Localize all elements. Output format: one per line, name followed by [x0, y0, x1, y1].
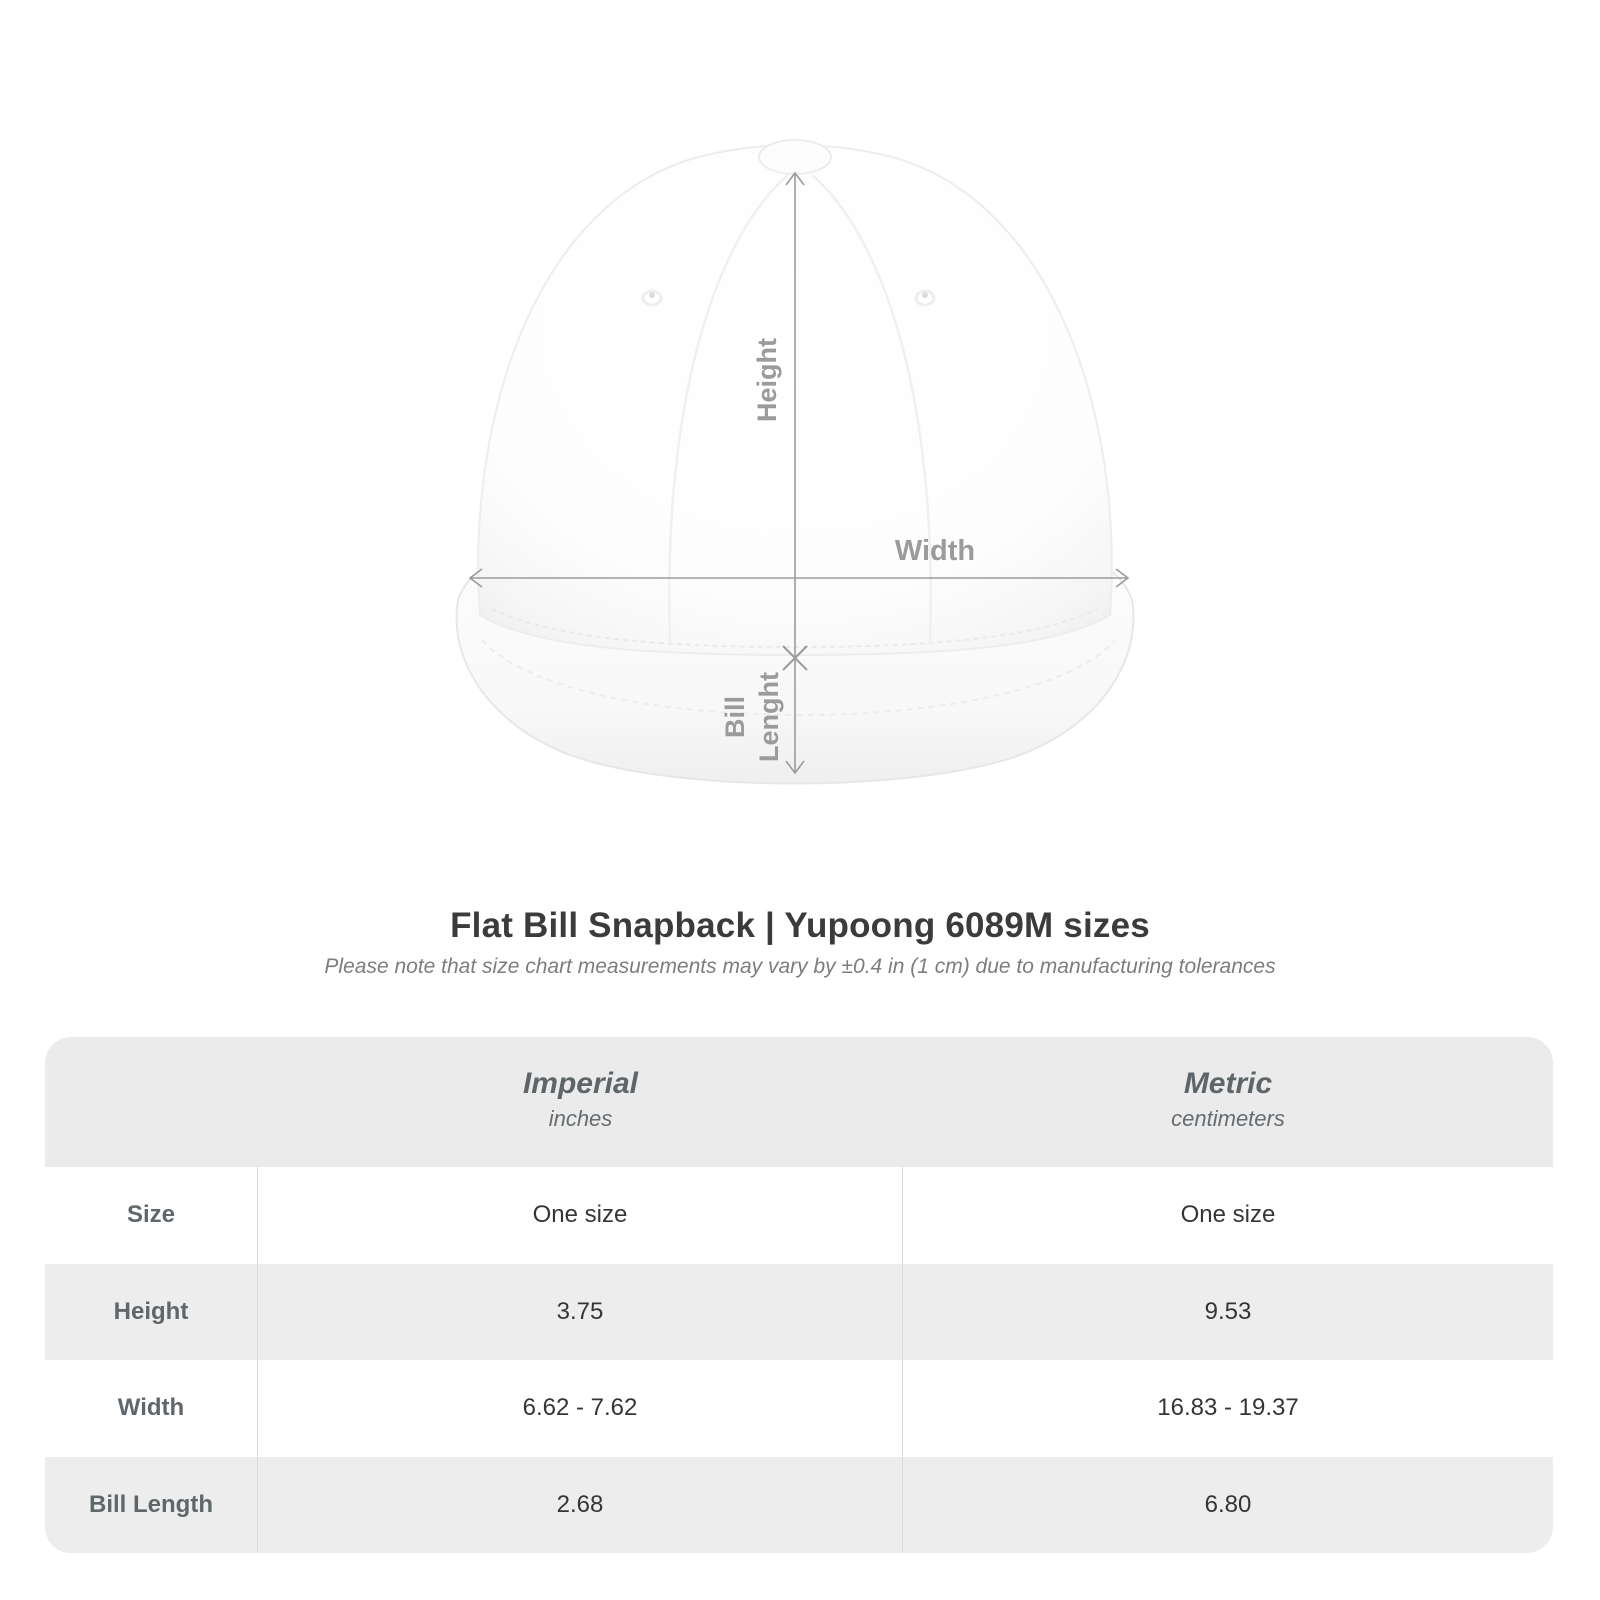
table-row-size [45, 1167, 1553, 1264]
imperial-column-header [258, 1067, 903, 1132]
table-header [45, 1037, 1553, 1167]
width-measure-label: Width [894, 535, 976, 567]
imperial-label: Imperial [522, 1067, 639, 1100]
tolerance-note: Please note that size chart measurements may vary by ±0.4 in (1 cm) due to manufacturing tolerances [324, 955, 1276, 978]
row-label: Size [45, 1167, 258, 1264]
hat-illustration [420, 95, 1180, 805]
imperial-value: 2.68 [258, 1457, 903, 1554]
bill-length-measure-label-line2: Lenght [754, 672, 784, 762]
size-table [45, 1037, 1553, 1553]
metric-value: 16.83 - 19.37 [1157, 1394, 1299, 1422]
row-label: Height [45, 1264, 258, 1361]
metric-unit: centimeters [1171, 1106, 1285, 1131]
row-label: Bill Length [45, 1457, 258, 1554]
imperial-value: 3.75 [258, 1264, 903, 1361]
height-measure-label: Height [752, 338, 782, 422]
metric-label: Metric [1183, 1067, 1273, 1100]
table-row-width [45, 1360, 1553, 1457]
metric-value: 9.53 [1204, 1297, 1252, 1325]
metric-value: 6.80 [1204, 1490, 1252, 1518]
imperial-value: One size [258, 1167, 903, 1264]
metric-value: One size [1180, 1201, 1276, 1229]
hat-button [759, 140, 831, 174]
page-title: Flat Bill Snapback | Yupoong 6089M sizes [450, 906, 1150, 945]
imperial-unit: inches [548, 1106, 613, 1131]
bill-length-measure-label-line1: Bill [720, 695, 750, 739]
imperial-value: 6.62 - 7.62 [258, 1360, 903, 1457]
table-row-height [45, 1264, 1553, 1361]
row-label: Width [45, 1360, 258, 1457]
metric-column-header [903, 1067, 1553, 1132]
table-row-bill-length [45, 1457, 1553, 1554]
